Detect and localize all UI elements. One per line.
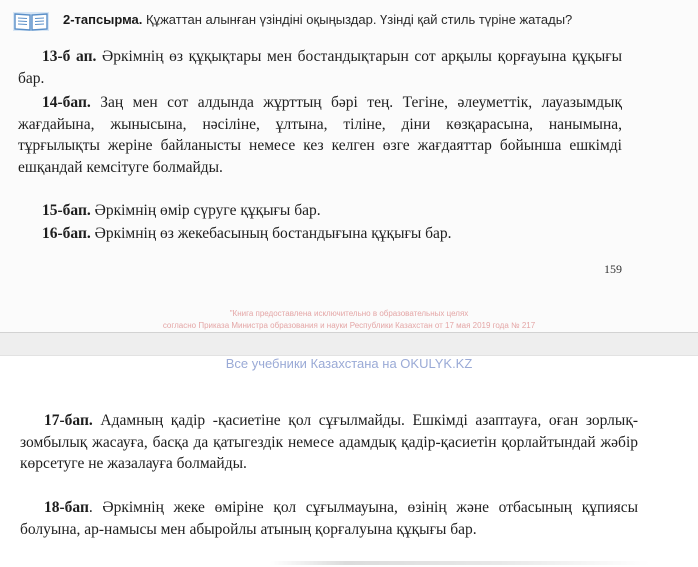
article-text: Заң мен сот алдында жұрттың бәрі тең. Тегіне, әлеуметтік, лауазымдық жағдайына, жынысына, нәсіліне, ұлтына, тіліне, діни көзқарасына, нанымына, тұрғылықты жеріне байланысты немесе кез келген өзге жағдаяттар бойынша ешкімді ешқандай кемсітуге болмайды. bbox=[18, 94, 622, 176]
article-15 bbox=[18, 200, 622, 222]
article-text: Әркімнің өз жекебасының бостандығына құқығы бар. bbox=[94, 225, 452, 242]
page-number: 159 bbox=[604, 262, 622, 276]
article-13 bbox=[18, 46, 622, 89]
article-number: 16-бап. bbox=[42, 225, 91, 242]
article-text: Әркімнің өмір сүруге құқығы бар. bbox=[94, 202, 321, 219]
okulyk-banner: Все учебники Казахстана на OKULYK.KZ bbox=[225, 356, 473, 371]
article-18 bbox=[20, 497, 638, 540]
article-number: 17-бап. bbox=[44, 412, 93, 429]
article-16 bbox=[18, 223, 622, 245]
scan-artifact bbox=[270, 561, 650, 565]
task-label: 2-тапсырма. bbox=[63, 12, 143, 27]
open-book-icon bbox=[12, 9, 50, 33]
page-separator bbox=[0, 332, 698, 356]
watermark-line-2: согласно Приказа Министра образования и науки Республики Казахстан от 17 мая 2019 года № 217 bbox=[162, 321, 536, 330]
article-text: Әркімнің өз құқықтары мен бостандықтарын сот арқылы қорғауына құқығы бар. bbox=[18, 48, 623, 87]
task-text: Құжаттан алынған үзіндіні оқыңыздар. Үзінді қай стиль түріне жатады? bbox=[146, 12, 573, 27]
article-text: Адамның қадір -қасиетіне қол сұғылмайды. Ешкімді азаптауға, оған зорлық-зомбылық жасауға, басқа да қатыгездік немесе адамдық қадір-қасиетін қорлайтындай жәбір көрсетуге не жазалауға болмайды. bbox=[20, 412, 639, 472]
article-text: . Әркімнің жеке өміріне қол сұғылмауына, өзінің және отбасының құпиясы болуына, ар-намысы мен абыройлы атының қорғалуына құқығы бар. bbox=[20, 499, 638, 538]
article-14 bbox=[18, 92, 622, 178]
watermark-line-1: "Книга предоставлена исключительно в образовательных целях bbox=[229, 309, 469, 318]
article-number: 14-бап. bbox=[42, 94, 91, 111]
article-17 bbox=[20, 410, 638, 475]
article-number: 18-бап bbox=[44, 499, 89, 516]
task-heading bbox=[63, 12, 572, 27]
article-number: 13-б ап. bbox=[42, 48, 97, 65]
article-number: 15-бап. bbox=[42, 202, 91, 219]
